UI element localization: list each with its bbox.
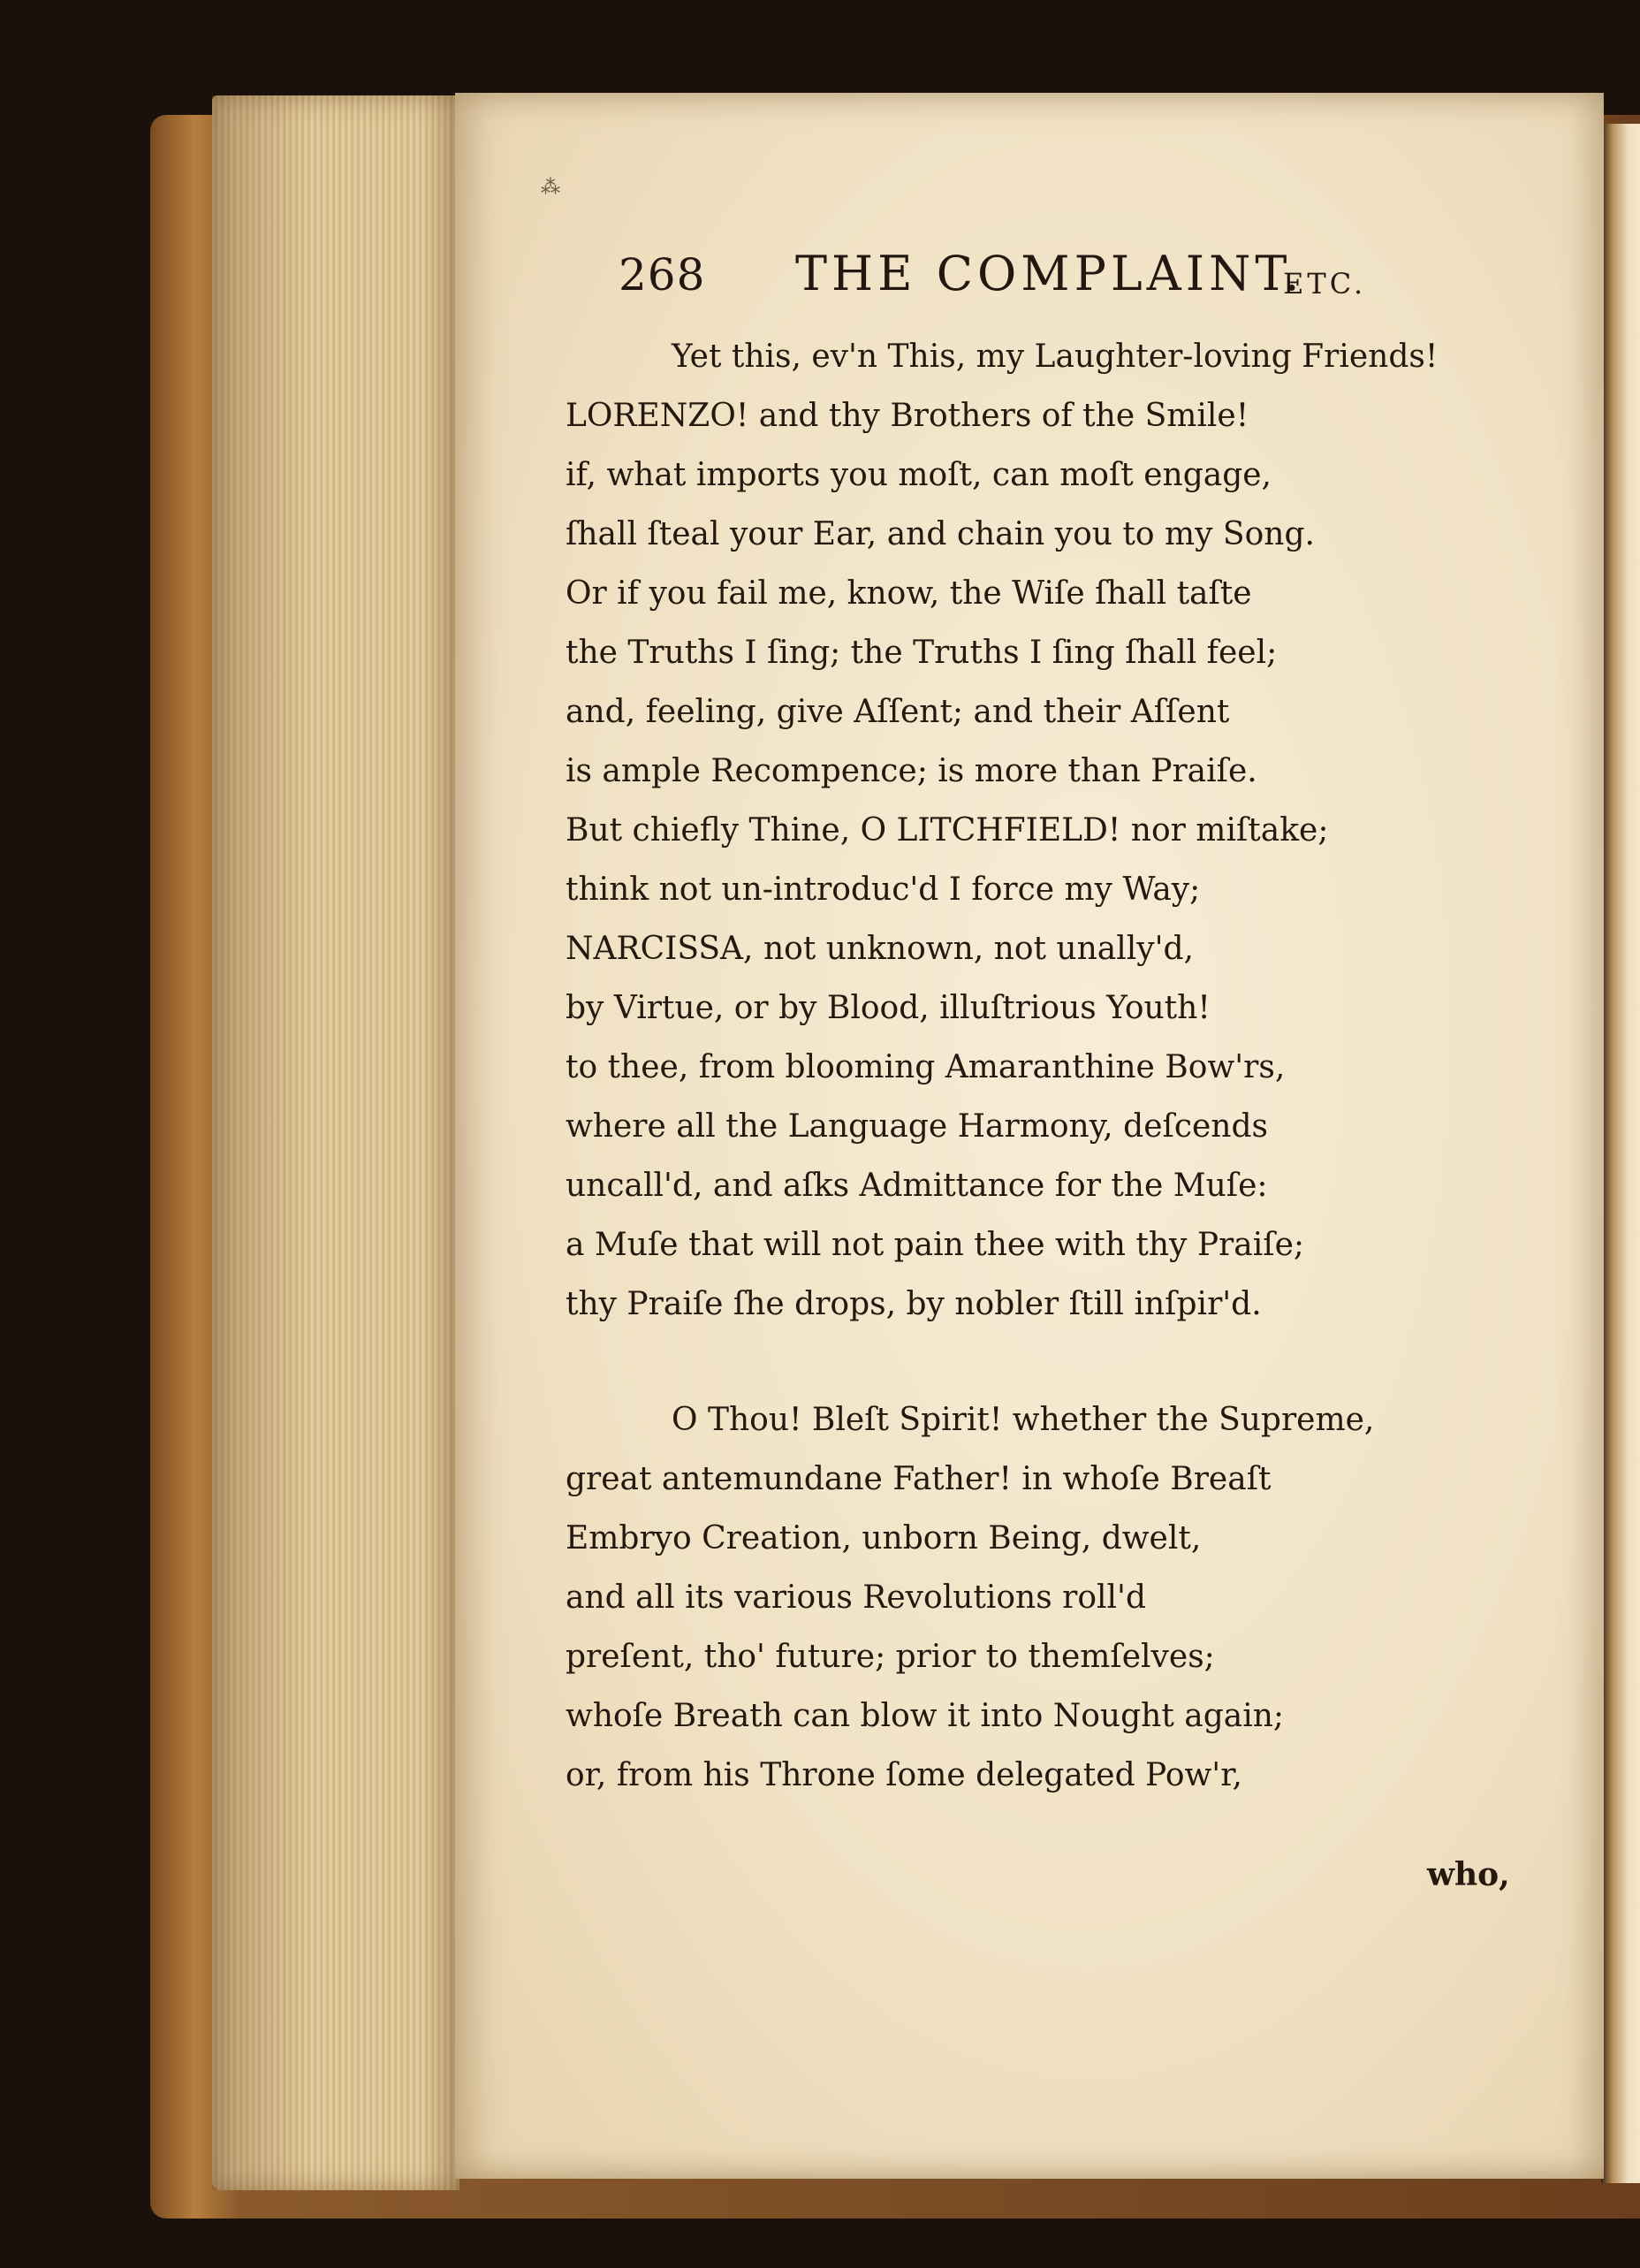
page-edges-shading bbox=[212, 95, 459, 2190]
poem-line: the Truths I ſing; the Truths I ſing ſhall feel; bbox=[566, 635, 1278, 671]
facing-page-edge bbox=[1601, 124, 1640, 2183]
poem-line: where all the Language Harmony, deſcends bbox=[566, 1108, 1268, 1145]
poem-line: Or if you fail me, know, the Wiſe ſhall taſte bbox=[566, 575, 1252, 612]
poem-line: and, feeling, give Aſſent; and their Aſſent bbox=[566, 694, 1230, 730]
ink-mark: ⁂ bbox=[541, 177, 560, 199]
poem-line: by Virtue, or by Blood, illuſtrious Youth! bbox=[566, 990, 1211, 1026]
poem-line: and all its various Revolutions roll'd bbox=[566, 1579, 1146, 1616]
poem-line: NARCISSA, not unknown, not unally'd, bbox=[566, 931, 1194, 967]
running-title: THE COMPLAINT. bbox=[795, 246, 1304, 301]
poem-line: if, what imports you moſt, can moſt engage, bbox=[566, 457, 1272, 493]
poem-line: uncall'd, and aſks Admittance for the Muſe: bbox=[566, 1168, 1268, 1204]
poem-line: to thee, from blooming Amaranthine Bow'rs, bbox=[566, 1049, 1286, 1085]
poem-text bbox=[566, 327, 1555, 1805]
running-title-etc: ETC. bbox=[1283, 267, 1367, 301]
poem-line: O Thou! Bleſt Spirit! whether the Supreme, bbox=[672, 1402, 1375, 1438]
page-number: 268 bbox=[619, 249, 706, 301]
poem-line: Yet this, ev'n This, my Laughter-loving Friends! bbox=[672, 339, 1439, 375]
stanza-break bbox=[566, 1334, 1555, 1390]
poem-line: LORENZO! and thy Brothers of the Smile! bbox=[566, 398, 1249, 434]
poem-line: But chiefly Thine, O LITCHFIELD! nor miſtake; bbox=[566, 812, 1329, 849]
poem-line: is ample Recompence; is more than Praiſe. bbox=[566, 753, 1257, 789]
poem-line: thy Praiſe ſhe drops, by nobler ſtill inſpir'd. bbox=[566, 1286, 1262, 1322]
page-header bbox=[619, 246, 1396, 316]
poem-line: a Muſe that will not pain thee with thy Praiſe; bbox=[566, 1227, 1304, 1263]
catchword: who, bbox=[1427, 1856, 1510, 1893]
poem-line: ſhall ſteal your Ear, and chain you to my Song. bbox=[566, 516, 1315, 552]
poem-line: or, from his Throne ſome delegated Pow'r, bbox=[566, 1757, 1242, 1793]
poem-line: Embryo Creation, unborn Being, dwelt, bbox=[566, 1520, 1202, 1556]
poem-line: preſent, tho' future; prior to themſelves; bbox=[566, 1639, 1215, 1675]
poem-line: great antemundane Father! in whoſe Breaſt bbox=[566, 1461, 1272, 1497]
poem-line: think not un-introduc'd I force my Way; bbox=[566, 871, 1201, 908]
poem-line: whoſe Breath can blow it into Nought again; bbox=[566, 1698, 1285, 1734]
